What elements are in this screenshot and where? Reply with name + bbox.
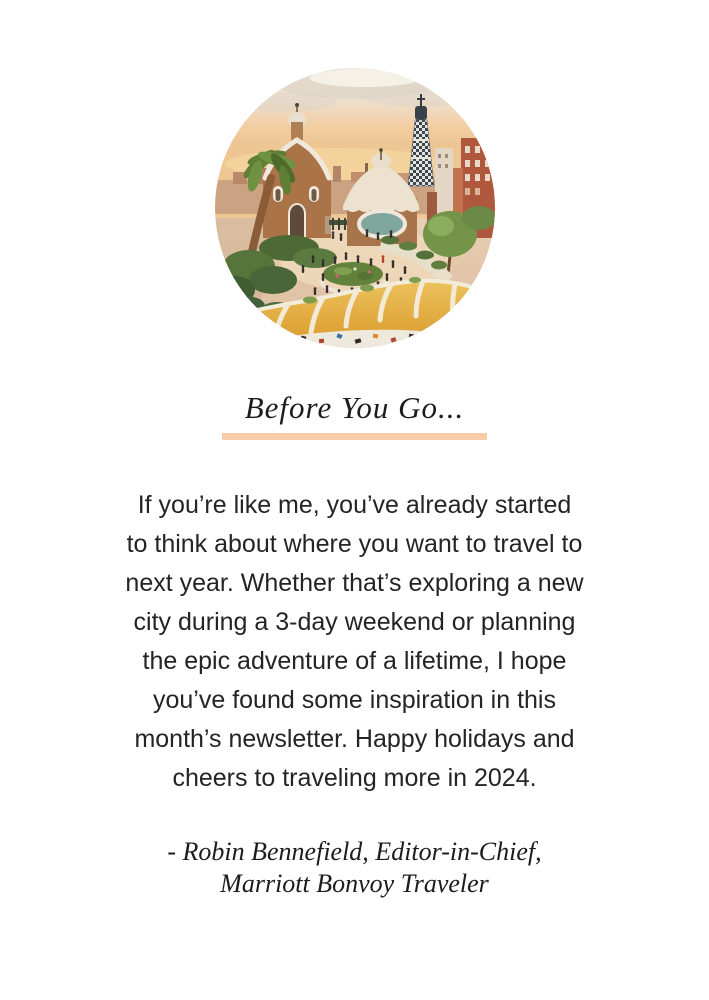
signature-line-1: - Robin Bennefield, Editor-in-Chief, (167, 837, 542, 866)
body-text (35, 486, 675, 798)
body-line: city during a 3-day weekend or planning (133, 608, 576, 636)
body-line: next year. Whether that’s exploring a new (125, 569, 584, 597)
park-guell-photo (215, 68, 495, 348)
signature (0, 836, 709, 900)
body-line: you’ve found some inspiration in this (152, 686, 556, 714)
hero-photo-circle (215, 68, 495, 348)
body-line: to think about where you want to travel to (126, 530, 583, 558)
signature-line-2: Marriott Bonvoy Traveler (220, 869, 489, 898)
body-line: month’s newsletter. Happy holidays and (134, 725, 575, 753)
title-underline (222, 433, 487, 440)
body-line: cheers to traveling more in 2024. (172, 764, 537, 792)
body-line: the epic adventure of a lifetime, I hope (142, 647, 567, 675)
section-title: Before You Go... (244, 390, 465, 425)
body-line: If you’re like me, you’ve already started (137, 491, 572, 519)
